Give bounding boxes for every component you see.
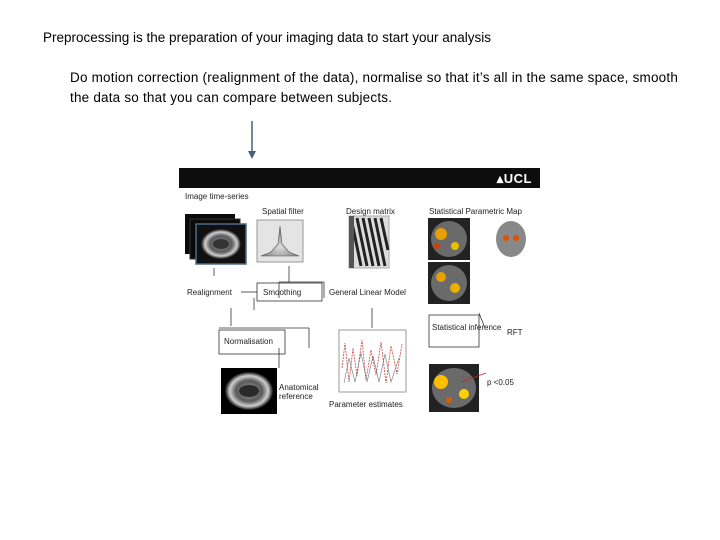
anatomical-reference-image [221,368,277,414]
label-normalisation: Normalisation [224,337,273,346]
label-realignment: Realignment [187,288,232,297]
label-p-value: p <0.05 [487,378,514,387]
thresholded-spm-image [429,364,486,412]
label-smoothing: Smoothing [263,288,302,297]
label-general-linear-model: General Linear Model [329,288,406,297]
description-text: Do motion correction (realignment of the data), normalise so that it’s all in the same space, smooth the data so that you can compare between subjects. [70,70,679,105]
parameter-estimates-plot [339,330,406,392]
label-statistical-parametric-map: Statistical Parametric Map [429,207,522,216]
brain-time-series-image [185,214,246,264]
label-image-time-series: Image time-series [185,192,249,201]
label-parameter-estimates: Parameter estimates [329,400,403,409]
ucl-logo: ▴UCL [496,171,532,186]
page-heading: Preprocessing is the preparation of your imaging data to start your analysis [43,30,491,45]
label-spatial-filter: Spatial filter [262,207,304,216]
design-matrix-image [349,216,389,268]
down-arrow-icon [246,121,258,161]
label-design-matrix: Design matrix [346,207,395,216]
label-statistical-inference: Statistical inference [432,323,502,332]
label-rft: RFT [507,328,523,337]
statistical-parametric-map-images [428,218,532,304]
spm-pipeline-figure [179,168,540,418]
label-anatomical-reference: Anatomical reference [279,383,319,401]
spatial-filter-image [257,220,303,262]
